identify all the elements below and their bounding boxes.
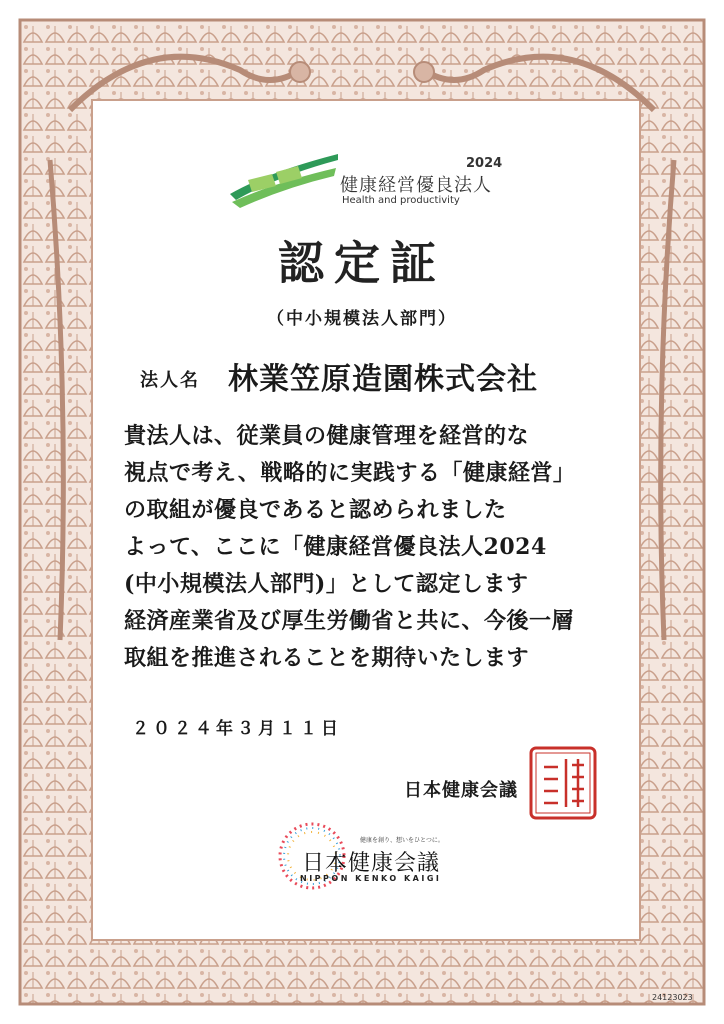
body-line: 視点で考え、戦略的に実践する「健康経営」 <box>124 460 576 486</box>
body-line: 貴法人は、従業員の健康管理を経営的な <box>124 423 530 449</box>
logo-name-english: NIPPON KENKO KAIGI <box>300 874 442 883</box>
logo-subtitle: Health and productivity <box>342 195 460 206</box>
body-line: よって、ここに「健康経営優良法人2024 <box>124 534 547 560</box>
serial-number: 24123023 <box>652 993 693 1002</box>
logo-year: 2024 <box>466 156 503 171</box>
certificate-title: 認定証 <box>278 236 446 290</box>
issue-date: ２０２４年３月１１日 <box>132 719 342 739</box>
body-line: (中小規模法人部門)」として認定します <box>124 571 529 597</box>
logo-tagline: 健康を創り、想いをひとつに。 <box>360 837 444 844</box>
red-seal-stamp <box>528 745 598 821</box>
company-name-label: 法人名 <box>140 370 200 391</box>
issuer-name: 日本健康会議 <box>404 780 518 801</box>
certificate-division: （中小規模法人部門） <box>267 309 457 329</box>
logo-name: 日本健康会議 <box>302 851 441 876</box>
body-line: 取組を推進されることを期待いたします <box>124 645 530 671</box>
body-line: 経済産業省及び厚生労働省と共に、今後一層 <box>124 608 575 634</box>
health-productivity-logo <box>228 150 518 216</box>
logo-title: 健康経営優良法人 <box>340 175 492 196</box>
company-name: 林業笠原造園株式会社 <box>228 362 538 397</box>
certificate-body <box>124 418 614 677</box>
green-wave-icon <box>228 150 340 208</box>
body-line: の取組が優良であると認められました <box>124 497 507 523</box>
nippon-kenko-kaigi-logo <box>272 818 472 890</box>
